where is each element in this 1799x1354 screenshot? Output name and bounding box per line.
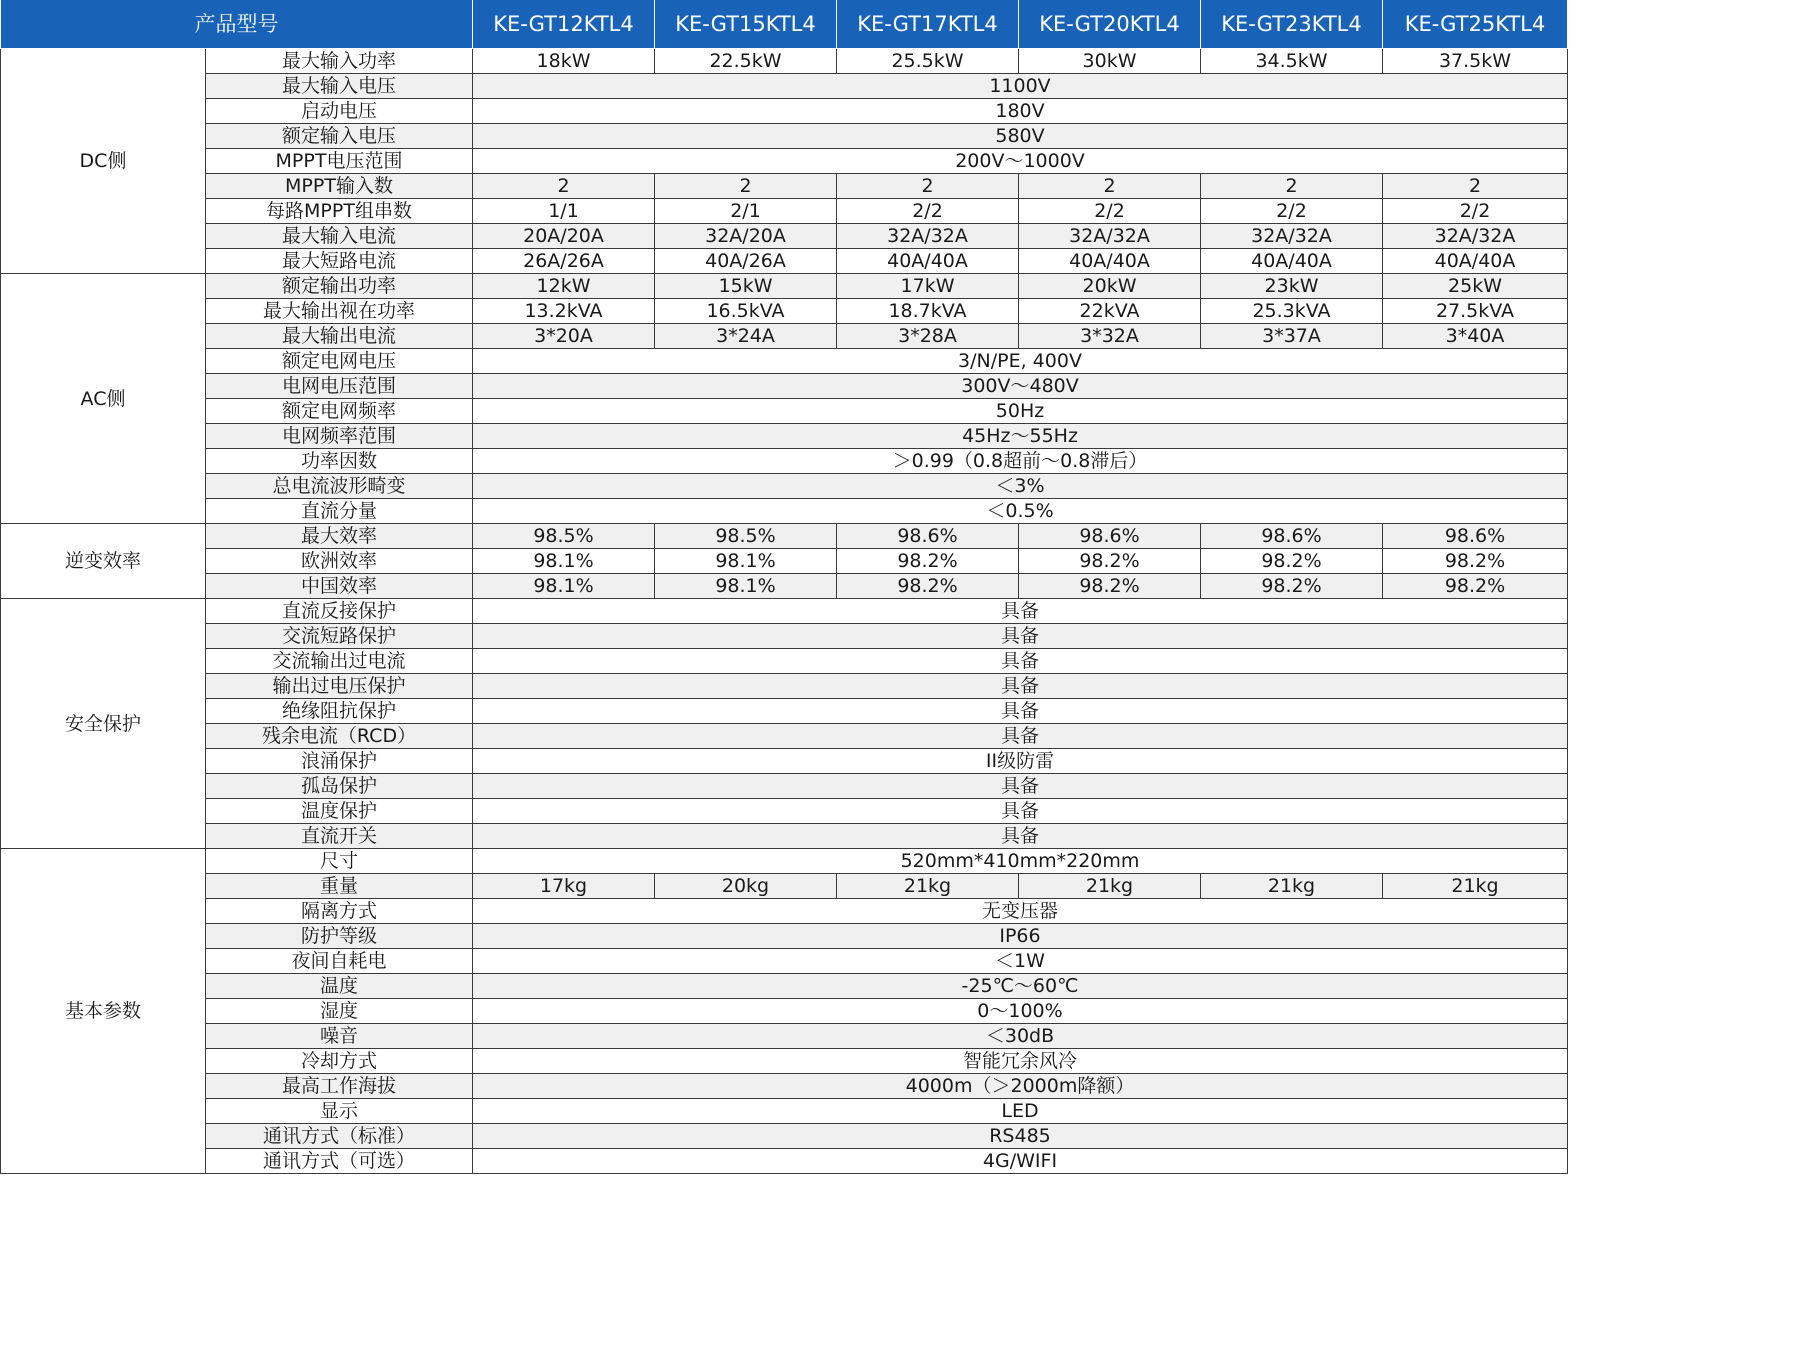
parameter-value-merged: RS485 (473, 1124, 1568, 1149)
parameter-value-merged: 智能冗余风冷 (473, 1049, 1568, 1074)
parameter-value: 98.6% (837, 524, 1019, 549)
parameter-label: 通讯方式（可选） (206, 1149, 473, 1174)
parameter-value: 98.2% (1383, 549, 1568, 574)
parameter-value: 98.6% (1383, 524, 1568, 549)
table-row (1, 849, 1568, 874)
table-row (1, 424, 1568, 449)
parameter-value: 16.5kVA (655, 299, 837, 324)
parameter-value-merged: II级防雷 (473, 749, 1568, 774)
parameter-value: 32A/32A (837, 224, 1019, 249)
table-row (1, 1024, 1568, 1049)
parameter-value: 2 (655, 174, 837, 199)
table-row (1, 574, 1568, 599)
table-row (1, 724, 1568, 749)
parameter-value: 98.2% (837, 549, 1019, 574)
table-row (1, 749, 1568, 774)
table-row (1, 599, 1568, 624)
parameter-label: 直流开关 (206, 824, 473, 849)
table-row (1, 149, 1568, 174)
parameter-value: 98.5% (473, 524, 655, 549)
parameter-label: 最大输入功率 (206, 49, 473, 74)
parameter-value-merged: 580V (473, 124, 1568, 149)
table-row (1, 974, 1568, 999)
parameter-value: 23kW (1201, 274, 1383, 299)
parameter-value: 13.2kVA (473, 299, 655, 324)
parameter-label: MPPT电压范围 (206, 149, 473, 174)
parameter-value: 98.2% (1201, 549, 1383, 574)
parameter-value: 98.2% (1201, 574, 1383, 599)
parameter-label: 绝缘阻抗保护 (206, 699, 473, 724)
parameter-value: 98.2% (1019, 574, 1201, 599)
table-row (1, 899, 1568, 924)
parameter-label: 最高工作海拔 (206, 1074, 473, 1099)
parameter-label: 交流输出过电流 (206, 649, 473, 674)
parameter-label: 重量 (206, 874, 473, 899)
parameter-value: 12kW (473, 274, 655, 299)
parameter-label: 温度保护 (206, 799, 473, 824)
parameter-value-merged: 具备 (473, 649, 1568, 674)
table-row (1, 649, 1568, 674)
parameter-label: 最大输出电流 (206, 324, 473, 349)
parameter-value: 22.5kW (655, 49, 837, 74)
parameter-value-merged: LED (473, 1099, 1568, 1124)
parameter-value: 34.5kW (1201, 49, 1383, 74)
table-row (1, 99, 1568, 124)
parameter-label: 总电流波形畸变 (206, 474, 473, 499)
parameter-value: 18.7kVA (837, 299, 1019, 324)
parameter-value: 2/2 (1201, 199, 1383, 224)
parameter-value: 2/2 (1383, 199, 1568, 224)
header-label: 产品型号 (1, 0, 473, 49)
table-row (1, 1149, 1568, 1174)
parameter-label: 电网电压范围 (206, 374, 473, 399)
parameter-value: 15kW (655, 274, 837, 299)
parameter-value: 3*24A (655, 324, 837, 349)
parameter-value-merged: 200V～1000V (473, 149, 1568, 174)
parameter-value: 98.2% (1019, 549, 1201, 574)
parameter-value-merged: 300V～480V (473, 374, 1568, 399)
parameter-value-merged: 具备 (473, 724, 1568, 749)
parameter-value: 21kg (837, 874, 1019, 899)
table-row (1, 949, 1568, 974)
parameter-value: 2 (1019, 174, 1201, 199)
parameter-label: 显示 (206, 1099, 473, 1124)
table-row (1, 224, 1568, 249)
parameter-label: 额定电网电压 (206, 349, 473, 374)
parameter-value: 20A/20A (473, 224, 655, 249)
parameter-value: 2 (1201, 174, 1383, 199)
model-header: KE-GT12KTL4 (473, 0, 655, 49)
parameter-label: MPPT输入数 (206, 174, 473, 199)
model-header: KE-GT23KTL4 (1201, 0, 1383, 49)
parameter-value-merged: -25℃～60℃ (473, 974, 1568, 999)
table-row (1, 549, 1568, 574)
parameter-value: 2/2 (837, 199, 1019, 224)
parameter-label: 噪音 (206, 1024, 473, 1049)
table-row (1, 299, 1568, 324)
parameter-value: 20kg (655, 874, 837, 899)
parameter-label: 残余电流（RCD） (206, 724, 473, 749)
table-row (1, 74, 1568, 99)
table-row (1, 124, 1568, 149)
parameter-label: 温度 (206, 974, 473, 999)
table-row (1, 1099, 1568, 1124)
table-row (1, 374, 1568, 399)
parameter-value: 3*20A (473, 324, 655, 349)
parameter-value: 27.5kVA (1383, 299, 1568, 324)
parameter-label: 冷却方式 (206, 1049, 473, 1074)
model-header: KE-GT20KTL4 (1019, 0, 1201, 49)
parameter-label: 隔离方式 (206, 899, 473, 924)
parameter-value: 2 (837, 174, 1019, 199)
parameter-value-merged: 50Hz (473, 399, 1568, 424)
table-row (1, 274, 1568, 299)
parameter-value: 32A/32A (1383, 224, 1568, 249)
parameter-value: 98.1% (655, 574, 837, 599)
parameter-label: 浪涌保护 (206, 749, 473, 774)
parameter-label: 湿度 (206, 999, 473, 1024)
parameter-value: 40A/40A (1019, 249, 1201, 274)
parameter-value: 26A/26A (473, 249, 655, 274)
parameter-value-merged: 具备 (473, 799, 1568, 824)
parameter-value: 98.5% (655, 524, 837, 549)
parameter-value-merged: 180V (473, 99, 1568, 124)
header-row (1, 0, 1568, 49)
section-label: 安全保护 (1, 599, 206, 849)
parameter-value: 2 (1383, 174, 1568, 199)
parameter-label: 输出过电压保护 (206, 674, 473, 699)
parameter-value: 25.5kW (837, 49, 1019, 74)
model-header: KE-GT15KTL4 (655, 0, 837, 49)
parameter-value: 2 (473, 174, 655, 199)
table-row (1, 699, 1568, 724)
parameter-value: 30kW (1019, 49, 1201, 74)
section-label: DC侧 (1, 49, 206, 274)
parameter-value: 3*37A (1201, 324, 1383, 349)
model-header: KE-GT17KTL4 (837, 0, 1019, 49)
section-label: 基本参数 (1, 849, 206, 1174)
parameter-value: 98.6% (1201, 524, 1383, 549)
parameter-value: 32A/32A (1019, 224, 1201, 249)
parameter-value-merged: 具备 (473, 674, 1568, 699)
table-row (1, 399, 1568, 424)
parameter-label: 最大效率 (206, 524, 473, 549)
parameter-label: 防护等级 (206, 924, 473, 949)
table-row (1, 174, 1568, 199)
model-header: KE-GT25KTL4 (1383, 0, 1568, 49)
parameter-value: 1/1 (473, 199, 655, 224)
parameter-value: 98.1% (473, 549, 655, 574)
parameter-label: 功率因数 (206, 449, 473, 474)
parameter-value: 98.1% (655, 549, 837, 574)
parameter-value: 32A/32A (1201, 224, 1383, 249)
parameter-label: 最大输出视在功率 (206, 299, 473, 324)
parameter-label: 夜间自耗电 (206, 949, 473, 974)
parameter-value-merged: 具备 (473, 699, 1568, 724)
parameter-label: 额定输入电压 (206, 124, 473, 149)
table-row (1, 324, 1568, 349)
parameter-value: 2/1 (655, 199, 837, 224)
parameter-value-merged: 具备 (473, 624, 1568, 649)
parameter-value: 2/2 (1019, 199, 1201, 224)
parameter-value: 40A/40A (1201, 249, 1383, 274)
parameter-value: 21kg (1019, 874, 1201, 899)
parameter-value: 25.3kVA (1201, 299, 1383, 324)
table-row (1, 924, 1568, 949)
parameter-value-merged: 4G/WIFI (473, 1149, 1568, 1174)
table-row (1, 774, 1568, 799)
table-row (1, 449, 1568, 474)
parameter-value-merged: 无变压器 (473, 899, 1568, 924)
parameter-label: 电网频率范围 (206, 424, 473, 449)
parameter-value: 21kg (1383, 874, 1568, 899)
parameter-label: 直流反接保护 (206, 599, 473, 624)
table-row (1, 874, 1568, 899)
table-row (1, 674, 1568, 699)
parameter-value: 98.2% (837, 574, 1019, 599)
table-row (1, 999, 1568, 1024)
parameter-value: 40A/26A (655, 249, 837, 274)
section-label: AC侧 (1, 274, 206, 524)
parameter-value: 40A/40A (1383, 249, 1568, 274)
table-row (1, 499, 1568, 524)
parameter-value-merged: IP66 (473, 924, 1568, 949)
parameter-value-merged: 3/N/PE, 400V (473, 349, 1568, 374)
table-row (1, 1074, 1568, 1099)
table-row (1, 349, 1568, 374)
parameter-value-merged: 具备 (473, 599, 1568, 624)
table-row (1, 624, 1568, 649)
parameter-value: 21kg (1201, 874, 1383, 899)
parameter-label: 额定输出功率 (206, 274, 473, 299)
parameter-value-merged: 0～100% (473, 999, 1568, 1024)
parameter-label: 直流分量 (206, 499, 473, 524)
parameter-value: 3*32A (1019, 324, 1201, 349)
parameter-value: 20kW (1019, 274, 1201, 299)
parameter-label: 交流短路保护 (206, 624, 473, 649)
parameter-value-merged: 具备 (473, 824, 1568, 849)
parameter-value-merged: ＞0.99（0.8超前～0.8滞后） (473, 449, 1568, 474)
table-row (1, 474, 1568, 499)
parameter-value: 37.5kW (1383, 49, 1568, 74)
table-row (1, 249, 1568, 274)
parameter-value: 32A/20A (655, 224, 837, 249)
table-row (1, 199, 1568, 224)
parameter-value-merged: 4000m（＞2000m降额） (473, 1074, 1568, 1099)
parameter-label: 孤岛保护 (206, 774, 473, 799)
parameter-value: 25kW (1383, 274, 1568, 299)
table-row (1, 49, 1568, 74)
parameter-value-merged: 520mm*410mm*220mm (473, 849, 1568, 874)
parameter-value-merged: 1100V (473, 74, 1568, 99)
parameter-value-merged: ＜30dB (473, 1024, 1568, 1049)
table-row (1, 524, 1568, 549)
parameter-value: 98.2% (1383, 574, 1568, 599)
parameter-value: 3*40A (1383, 324, 1568, 349)
table-header (1, 0, 1568, 49)
parameter-label: 欧洲效率 (206, 549, 473, 574)
parameter-label: 启动电压 (206, 99, 473, 124)
parameter-label: 最大输入电流 (206, 224, 473, 249)
parameter-value: 3*28A (837, 324, 1019, 349)
parameter-label: 最大短路电流 (206, 249, 473, 274)
table-row (1, 799, 1568, 824)
table-row (1, 824, 1568, 849)
parameter-value: 40A/40A (837, 249, 1019, 274)
parameter-label: 尺寸 (206, 849, 473, 874)
parameter-label: 通讯方式（标准） (206, 1124, 473, 1149)
parameter-value-merged: 45Hz～55Hz (473, 424, 1568, 449)
parameter-value-merged: ＜0.5% (473, 499, 1568, 524)
parameter-label: 中国效率 (206, 574, 473, 599)
section-label: 逆变效率 (1, 524, 206, 599)
table-row (1, 1124, 1568, 1149)
parameter-value: 17kg (473, 874, 655, 899)
parameter-value: 18kW (473, 49, 655, 74)
table-row (1, 1049, 1568, 1074)
parameter-label: 额定电网频率 (206, 399, 473, 424)
parameter-value-merged: ＜1W (473, 949, 1568, 974)
parameter-value: 17kW (837, 274, 1019, 299)
parameter-value: 98.6% (1019, 524, 1201, 549)
parameter-value: 22kVA (1019, 299, 1201, 324)
parameter-label: 每路MPPT组串数 (206, 199, 473, 224)
parameter-value: 98.1% (473, 574, 655, 599)
parameter-label: 最大输入电压 (206, 74, 473, 99)
parameter-value-merged: 具备 (473, 774, 1568, 799)
parameter-value-merged: ＜3% (473, 474, 1568, 499)
table-body (1, 49, 1568, 1174)
